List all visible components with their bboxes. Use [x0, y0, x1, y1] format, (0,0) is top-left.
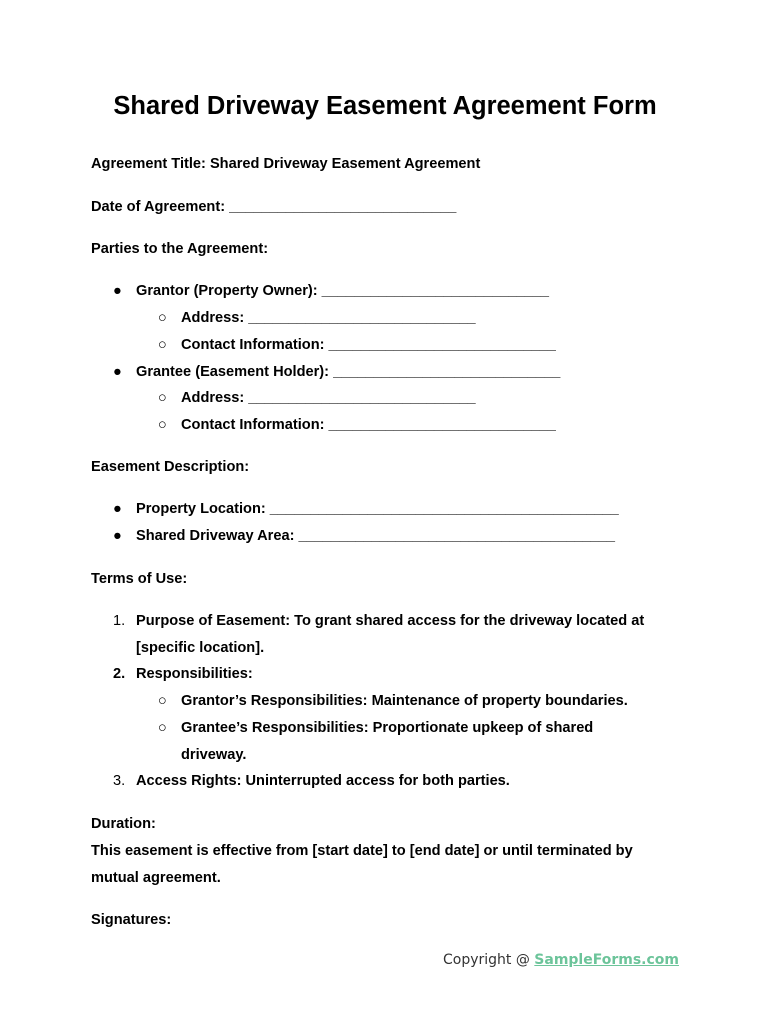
circle-bullet-icon: ○ [158, 337, 167, 353]
duration-text-cont: mutual agreement. [91, 870, 221, 886]
circle-bullet-icon: ○ [158, 390, 167, 406]
terms-item-access: Access Rights: Uninterrupted access for both parties. [136, 773, 510, 789]
bullet-icon: ● [113, 283, 122, 299]
shared-area-field: Shared Driveway Area: _______________________________________ [136, 528, 616, 544]
date-of-agreement: Date of Agreement: ____________________________ [91, 199, 457, 215]
terms-item-responsibilities: Responsibilities: [136, 666, 253, 682]
property-location-field: Property Location: ___________________________________________ [136, 501, 619, 517]
grantor-responsibilities: Grantor’s Responsibilities: Maintenance of property boundaries. [181, 693, 628, 709]
bullet-icon: ● [113, 501, 122, 517]
grantor-contact-field: Contact Information: ____________________________ [181, 337, 556, 353]
duration-heading: Duration: [91, 816, 156, 832]
grantor-address-field: Address: ____________________________ [181, 310, 476, 326]
copyright-text: Copyright @ [442, 952, 535, 968]
circle-bullet-icon: ○ [158, 310, 167, 326]
circle-bullet-icon: ○ [158, 720, 167, 736]
grantee-address-field: Address: ____________________________ [181, 390, 476, 406]
brand-link[interactable]: SampleForms.com [534, 952, 679, 968]
duration-text: This easement is effective from [start date] to [end date] or until terminated by [91, 843, 633, 859]
grantee-contact-field: Contact Information: ____________________________ [181, 417, 556, 433]
grantor-field: Grantor (Property Owner): ____________________________ [136, 283, 549, 299]
list-number: 2. [113, 666, 126, 682]
terms-item-purpose: Purpose of Easement: To grant shared access for the driveway located at [136, 613, 645, 629]
page-title: Shared Driveway Easement Agreement Form [113, 92, 657, 120]
grantee-field: Grantee (Easement Holder): ____________________________ [136, 364, 561, 380]
terms-item-purpose-cont: [specific location]. [136, 640, 265, 656]
grantee-responsibilities-cont: driveway. [181, 747, 247, 763]
terms-heading: Terms of Use: [91, 571, 188, 587]
signatures-heading: Signatures: [91, 912, 172, 928]
list-number: 3. [113, 773, 126, 789]
grantee-responsibilities: Grantee’s Responsibilities: Proportionate upkeep of shared [181, 720, 594, 736]
parties-heading: Parties to the Agreement: [91, 241, 269, 257]
bullet-icon: ● [113, 528, 122, 544]
agreement-title: Agreement Title: Shared Driveway Easement Agreement [91, 156, 481, 172]
footer-copyright [443, 952, 679, 968]
list-number: 1. [113, 613, 126, 629]
easement-heading: Easement Description: [91, 459, 250, 475]
circle-bullet-icon: ○ [158, 417, 167, 433]
circle-bullet-icon: ○ [158, 693, 167, 709]
bullet-icon: ● [113, 364, 122, 380]
